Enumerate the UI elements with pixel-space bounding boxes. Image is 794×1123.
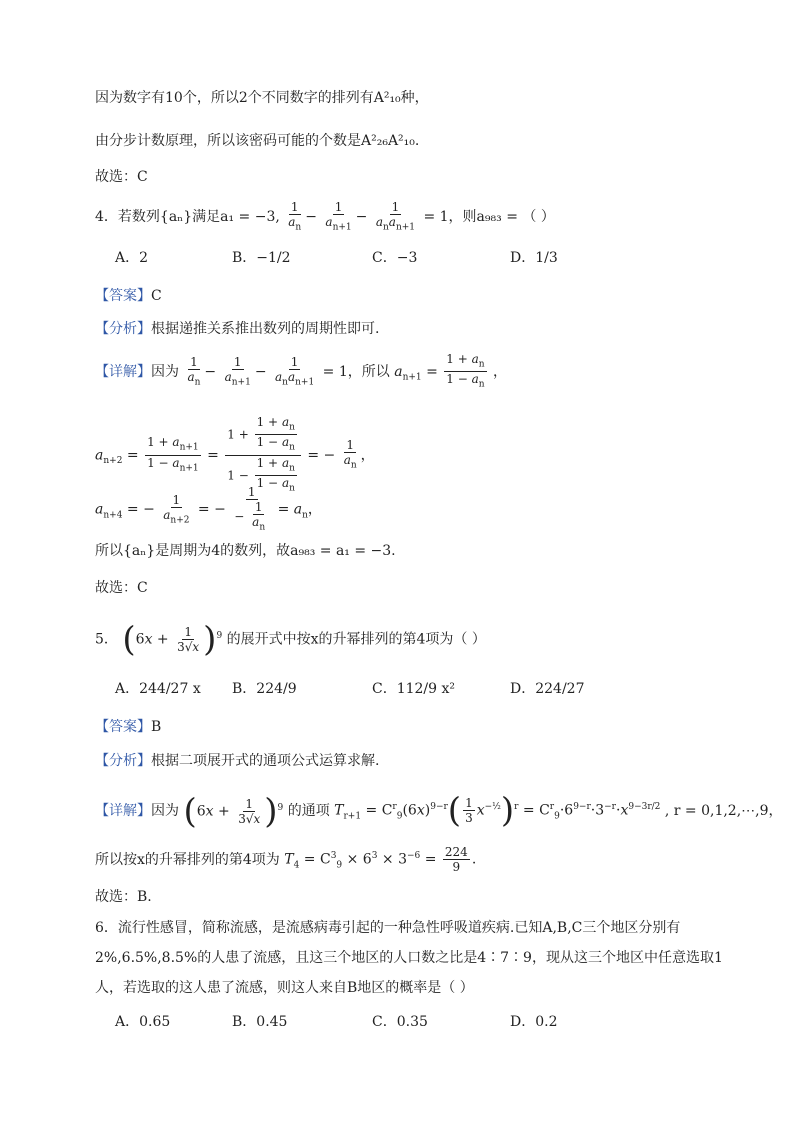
q4-option-c: C．−3 [372, 250, 418, 266]
detail-text-b: 的通项 [287, 803, 330, 820]
q6-option-a: A．0.65 [115, 1014, 171, 1030]
q5-option-d: D．224/27 [510, 681, 585, 697]
q5-answer [95, 717, 161, 737]
q6-line-3: 人，若选取的这人患了流感，则这人来自B地区的概率是（ ） [95, 980, 474, 996]
q4-option-d: D．1/3 [510, 250, 558, 266]
q4-suffix: = 1，则a₉₈₃ = （ ） [423, 209, 555, 226]
q4-detail-formula-3: $a_{n+2}$ = $\frac{1 + a_{n+1}}{1 - a_{n+1}}$ = 1 + $\frac{1 + a_n}{1 - a_n}$ 1 − $\frac{1 + a_n}{1 - a_n}$ = − $\frac{1}{a_n}$ ， [95, 415, 375, 494]
answer-value: C [151, 288, 162, 304]
q4-detail-formula-2: $a_{n+1}$ = $\frac{1 + a_n}{1 - a_n}$ [394, 352, 485, 390]
q6-line-1: 6．流行性感冒，简称流感，是流感病毒引起的一种急性呼吸道疾病.已知A,B,C三个地区分别有 [95, 920, 681, 936]
q6-line-2: 2%,6.5%,8.5%的人患了流感，且这三个地区的人口数之比是4∶7∶9，现从这三个地区中任意选取1 [95, 950, 723, 966]
q6-option-d: D．0.2 [510, 1014, 558, 1030]
answer-value: B [151, 719, 162, 735]
analysis-text: 根据递推关系推出数列的周期性即可. [151, 321, 380, 337]
q4-detail-period: 所以{aₙ}是周期为4的数列，故a₉₈₃ = a₁ = −3. [95, 543, 396, 559]
q5-detail-binomial: (6x + $\frac{1}{3√x}$ )$^9$ [183, 791, 284, 832]
text-line-2: 由分步计数原理，所以该密码可能的个数是A²₂₆A²₁₀. [95, 133, 420, 149]
q5-general-term: $T_{r+1} = C^r_9(6x)^{9-r}$( $\frac{1}{3}$ $x^{-\frac{1}{2}})^r = C^r_9\cdot 6^{9-r}\cdot 3^{-r}\cdot x^{9-3r/2}$ [334, 790, 661, 831]
q4-choose: 故选：C [95, 580, 148, 596]
q5-prefix: 5． [95, 631, 118, 648]
q4-analysis [95, 319, 379, 339]
q4-answer [95, 286, 162, 306]
analysis-text: 根据二项展开式的通项公式运算求解. [151, 753, 380, 769]
q5-option-b: B．224/9 [232, 681, 297, 697]
answer-tag: 【答案】 [95, 719, 151, 735]
q4-detail-formula-4: $a_{n+4}$ = − $\frac{1}{a_{n+2}}$ = − 1 − $\frac{1}{a_n}$ = $a_n$， [95, 485, 322, 533]
q6-option-c: C．0.35 [372, 1014, 428, 1030]
detail-tag: 【详解】 [95, 803, 151, 820]
q5-option-a: A．244/27 x [115, 681, 201, 697]
q5-fourth-term-formula: $T_4 = C^3_9 \times 6^3 \times 3^{-6}$ = $\frac{224}{9}$ . [284, 845, 477, 874]
q6-option-b: B．0.45 [232, 1014, 288, 1030]
analysis-tag: 【分析】 [95, 321, 151, 337]
detail-tag: 【详解】 [95, 363, 151, 380]
q4-detail-formula-1: $\frac{1}{a_n}$ − $\frac{1}{a_{n+1}}$ − $\frac{1}{a_na_{n+1}}$ [187, 354, 315, 388]
question-4 [95, 200, 555, 234]
answer-tag: 【答案】 [95, 288, 151, 304]
q4-detail [95, 352, 507, 392]
q5-binomial: (6x + $\frac{1}{3√x}$ )$^9$ [122, 619, 223, 660]
text-line-1: 因为数字有10个，所以2个不同数字的排列有A²₁₀种， [95, 90, 429, 106]
q5-fourth-term [95, 845, 476, 875]
question-5 [95, 619, 486, 660]
detail-text-c: ， [493, 363, 508, 380]
q5-choose: 故选：B. [95, 889, 152, 905]
q4-option-a: A．2 [115, 250, 149, 266]
analysis-tag: 【分析】 [95, 753, 151, 769]
detail-text-2a: 所以按x的升幂排列的第4项为 [95, 852, 280, 869]
detail-text-a: 因为 [151, 363, 179, 380]
detail-text-a: 因为 [151, 803, 179, 820]
q5-analysis [95, 751, 379, 771]
q4-condition-formula: $\frac{1}{a_n}$ − $\frac{1}{a_{n+1}}$ − $\frac{1}{a_na_{n+1}}$ [288, 200, 416, 233]
q5-detail [95, 790, 783, 832]
detail-text-b: = 1，所以 [322, 363, 390, 380]
q5-suffix: 的展开式中按x的升幂排列的第4项为（ ） [226, 631, 486, 648]
detail-text-c: , r = 0,1,2,⋯,9， [664, 803, 783, 820]
q5-option-c: C．112/9 x² [372, 681, 456, 697]
q4-option-b: B．−1/2 [232, 250, 291, 266]
q4-prefix: 4．若数列{aₙ}满足a₁ = −3, [95, 209, 280, 226]
choice-line-q3: 故选：C [95, 169, 148, 185]
